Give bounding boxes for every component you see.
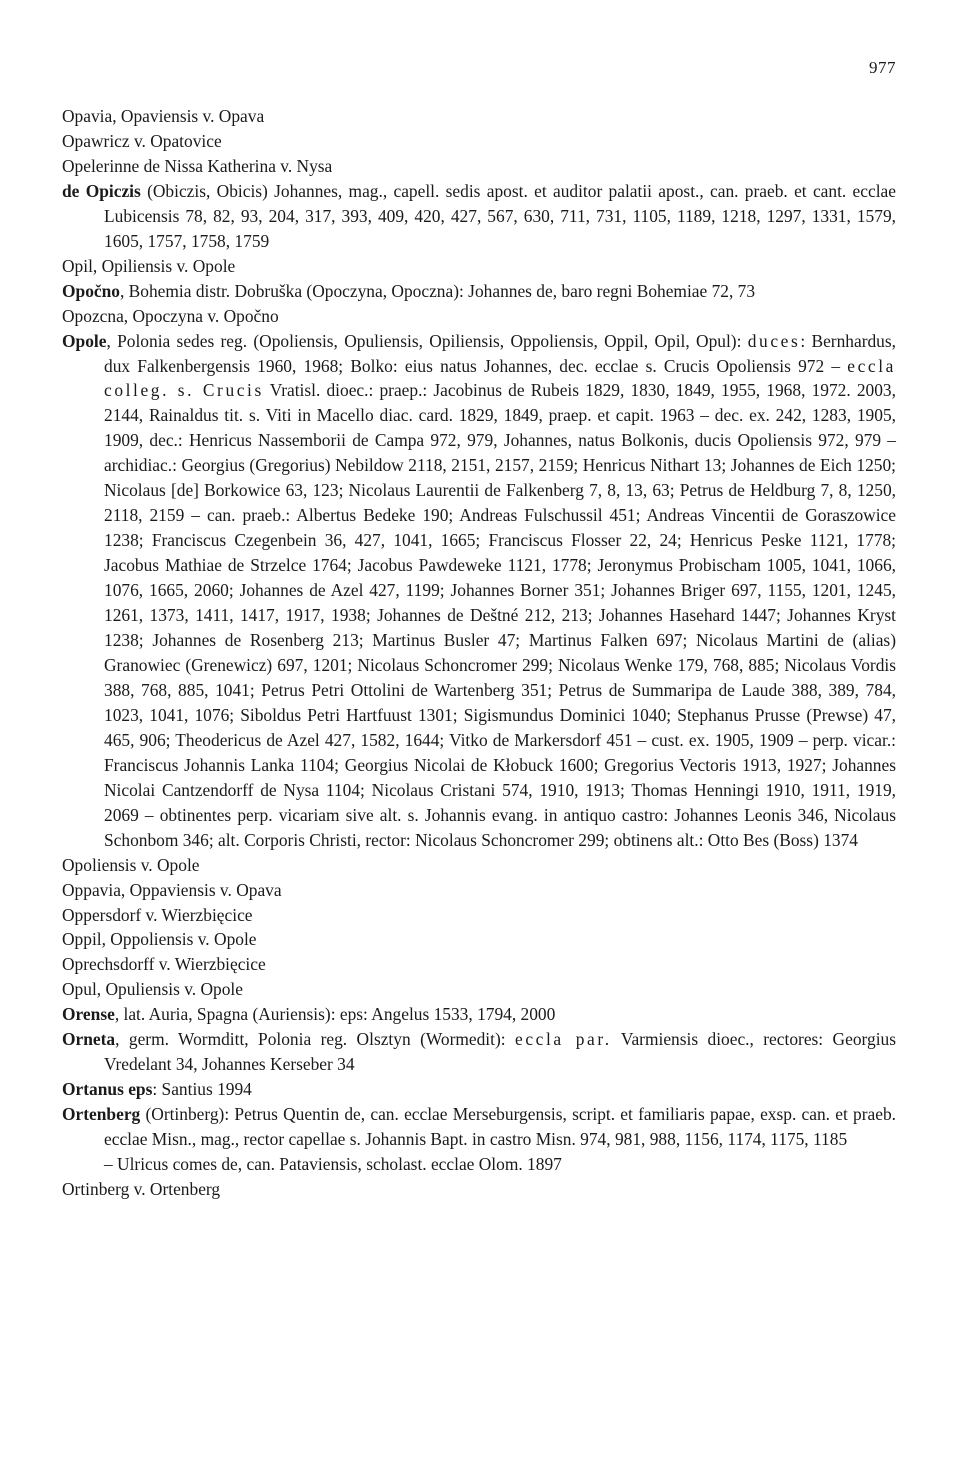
index-entry — [62, 1177, 896, 1202]
index-entry — [62, 977, 896, 1002]
index-entry — [62, 279, 896, 304]
index-entry — [62, 154, 896, 179]
entry-headword: Ortanus eps — [62, 1079, 153, 1100]
entry-text: Oprechsdorff v. Wierzbięcice — [62, 954, 266, 975]
index-entry — [62, 179, 896, 254]
entry-text: , Bohemia distr. Dobruška (Opoczyna, Opoczna): Johannes de, baro regni Bohemiae 72, 73 — [119, 280, 756, 301]
index-entry — [62, 1077, 896, 1102]
entry-text: Ortinberg v. Ortenberg — [62, 1178, 221, 1199]
entry-text: Opavia, Opaviensis v. Opava — [62, 106, 265, 126]
entry-text: : Bernhardus, dux Falkenbergensis 1960, 1968; Bolko: eius natus Johannes, dec. ecclae s. Crucis Opoliensis 972 – — [104, 330, 896, 376]
entry-text: Oppersdorf v. Wierzbięcice — [62, 904, 253, 925]
entry-text: Vratisl. dioec.: praep.: Jacobinus de Rubeis 1829, 1830, 1849, 1955, 1968, 1972. 2003, 2144, Rainaldus tit. s. Viti in Macello diac. card. 1829, 1849, praep. et capit. 1963 – dec. ex. 242, 1283, 1905, 1909, dec.: Henricus Nassemborii de Campa 972, 979, Johannes, natus Bolkonis, ducis Opoliensis 972, 979 – archidiac.: Georgius (Gregorius) Nebildow 2118, 2151, 2157, 2159; Henricus Nithart 13; Johannes de Eich 1250; Nicolaus [de] Borkowice 63, 123; Nicolaus Laurentii de Falkenberg 7, 8, 13, 63; Petrus de Heldburg 7, 8, 1250, 2118, 2159 – can. praeb.: Albertus Bedeke 190; Andreas Fulschussil 451; Andreas Vincentii de Goraszowice 1238; Franciscus Czegenbein 36, 427, 1041, 1665; Franciscus Flosser 22, 24; Henricus Peske 1121, 1778; Jacobus Mathiae de Strzelce 1764; Jacobus Pawdeweke 1121, 1778; Jeronymus Probischam 1005, 1041, 1066, 1076, 1665, 2060; Johannes de Azel 427, 1199; Johannes Borner 351; Johannes Briger 697, 1155, 1201, 1245, 1261, 1373, 1411, 1417, 1917, 1938; Johannes de Deštné 212, 213; Johannes Hasehard 1447; Johannes Kryst 1238; Johannes de Rosenberg 213; Martinus Busler 47; Martinus Falken 697; Nicolaus Martini de (alias) Granowiec (Grenewicz) 697, 1201; Nicolaus Schoncromer 299; Nicolaus Wenke 179, 768, 885; Nicolaus Vordis 388, 768, 885, 1041; Petrus Petri Ottolini de Wartenberg 351; Petrus de Summaripa de Laude 388, 389, 784, 1023, 1041, 1076; Siboldus Petri Hartfuust 1301; Sigismundus Dominici 1040; Stephanus Prusse (Prewse) 47, 465, 906; Theodericus de Azel 427, 1582, 1644; Vitko de Markersdorf 451 – cust. ex. 1905, 1909 – perp. vicar.: Franciscus Johannis Lanka 1104; Georgius Nicolai de Kłobuck 1600; Gregorius Vectoris 1913, 1927; Johannes Nicolai Cantzendorff de Nysa 1104; Nicolaus Cristani 574, 1910, 1913; Thomas Henningi 1910, 1911, 1919, 2069 – obtinentes perp. vicariam sive alt. s. Johannis evang. in antiquo castro: Johannes Leonis 346, Nicolaus Schonbom 346; alt. Corporis Christi, rector: Nicolaus Schoncromer 299; obtinens alt.: Otto Bes (Boss) 1374 — [104, 380, 896, 850]
entry-text: (Ortinberg): Petrus Quentin de, can. ecclae Merseburgensis, script. et familiaris papae, exsp. can. et praeb. ecclae Misn., mag., rector capellae s. Johannis Bapt. in castro Misn. 974, 981, 988, 1156, 1174, 1175, 1185 — [104, 1104, 896, 1150]
entry-text: Opelerinne de Nissa Katherina v. Nysa — [62, 155, 333, 176]
index-entry — [62, 129, 896, 154]
entry-text: Opawricz v. Opatovice — [62, 130, 222, 151]
index-entry — [62, 304, 896, 329]
entry-headword: Opočno — [62, 280, 120, 301]
index-entry — [62, 927, 896, 952]
index-entry — [62, 1102, 896, 1152]
index-entry — [62, 952, 896, 977]
entry-text: Opozcna, Opoczyna v. Opočno — [62, 305, 279, 326]
index-entry — [62, 254, 896, 279]
entry-text: (Obiczis, Obicis) Johannes, mag., capell. sedis apost. et auditor palatii apost., can. praeb. et cant. ecclae Lubicensis 78, 82, 93, 204, 317, 393, 409, 420, 427, 567, 630, 711, 731, 1105, 1189, 1218, 1297, 1331, 1579, 1605, 1757, 1758, 1759 — [104, 180, 896, 251]
entry-text: , lat. Auria, Spagna (Auriensis): eps: Angelus 1533, 1794, 2000 — [114, 1004, 556, 1025]
entry-text: Oppil, Oppoliensis v. Opole — [62, 929, 257, 950]
index-entries — [62, 104, 896, 1202]
entry-text: Varmiensis dioec., rectores: Georgius Vredelant 34, Johannes Kerseber 34 — [104, 1029, 896, 1075]
entry-headword: de Opiczis — [62, 180, 141, 201]
entry-text: , germ. Wormditt, Polonia reg. Olsztyn (Wormedit): — [115, 1029, 515, 1050]
entry-text: Opul, Opuliensis v. Opole — [62, 979, 243, 1000]
entry-spaced-term: duces — [747, 330, 801, 351]
entry-spaced-term: eccla colleg. s. Crucis — [104, 355, 896, 401]
index-entry — [62, 903, 896, 928]
index-subentry — [62, 1152, 896, 1177]
entry-headword: Ortenberg — [62, 1104, 141, 1125]
index-entry — [62, 1027, 896, 1077]
index-entry — [62, 104, 896, 129]
entry-text: : Santius 1994 — [152, 1079, 252, 1100]
index-entry — [62, 853, 896, 878]
entry-headword: Orense — [62, 1004, 115, 1025]
index-entry — [62, 1002, 896, 1027]
index-entry — [62, 329, 896, 853]
page-number: 977 — [869, 58, 896, 77]
entry-text: Oppavia, Oppaviensis v. Opava — [62, 879, 282, 900]
entry-headword: Opole — [62, 330, 107, 351]
entry-text: – Ulricus comes de, can. Pataviensis, scholast. ecclae Olom. 1897 — [104, 1154, 562, 1175]
entry-headword: Orneta — [62, 1029, 116, 1050]
entry-text: Opoliensis v. Opole — [62, 854, 200, 875]
entry-text: , Polonia sedes reg. (Opoliensis, Opuliensis, Opiliensis, Oppoliensis, Oppil, Opil, Opul): — [106, 330, 748, 351]
index-entry — [62, 878, 896, 903]
entry-spaced-term: eccla par. — [515, 1029, 612, 1050]
entry-text: Opil, Opiliensis v. Opole — [62, 255, 236, 276]
